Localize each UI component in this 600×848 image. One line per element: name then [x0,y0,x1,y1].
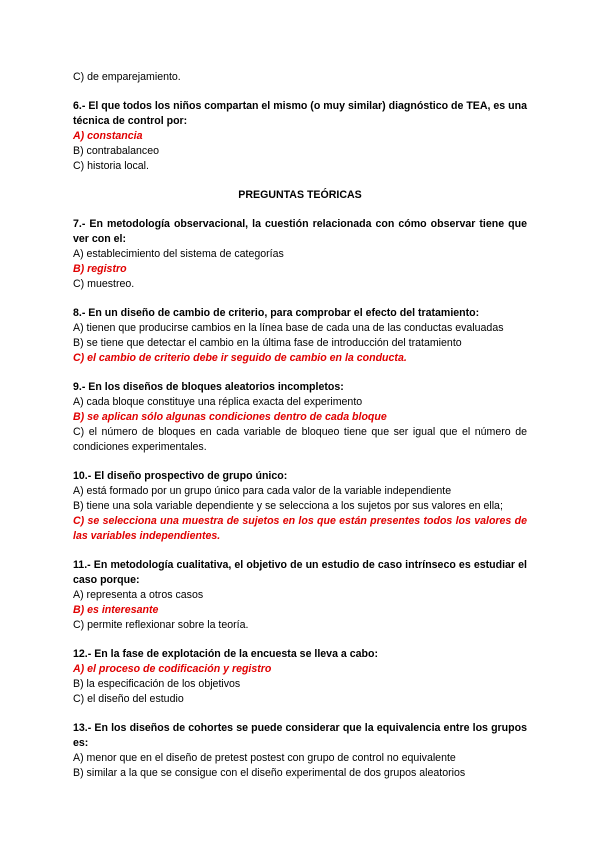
q5-option-c: C) de emparejamiento. [73,71,181,83]
q13-option-a: A) menor que en el diseño de pretest postest con grupo de control no equivalente [73,752,456,764]
q9-question: 9.- En los diseños de bloques aleatorios incompletos: [73,381,344,393]
q11-option-b-correct: B) es interesante [73,604,159,616]
q10-option-b: B) tiene una sola variable dependiente y se selecciona a los sujetos por sus valores en ella; [73,500,503,512]
q11-option-c: C) permite reflexionar sobre la teoría. [73,619,249,631]
q11-option-a: A) representa a otros casos [73,589,204,601]
q13-option-b: B) similar a la que se consigue con el diseño experimental de dos grupos aleatorios [73,767,466,779]
q13-question: 13.- En los diseños de cohortes se puede considerar que la equivalencia entre los grupos es: [73,722,527,749]
q7-option-b-correct: B) registro [73,263,127,275]
section-title: PREGUNTAS TEÓRICAS [238,189,362,201]
q11-question: 11.- En metodología cualitativa, el objetivo de un estudio de caso intrínseco es estudiar el caso porque: [73,559,527,586]
q9-option-a: A) cada bloque constituye una réplica exacta del experimento [73,396,363,408]
q12-option-c: C) el diseño del estudio [73,693,184,705]
document-page [73,70,527,781]
q12-option-b: B) la especificación de los objetivos [73,678,241,690]
q6-option-c: C) historia local. [73,160,149,172]
q6-question: 6.- El que todos los niños compartan el mismo (o muy similar) diagnóstico de TEA, es una técnica de control por: [73,100,527,127]
q12-option-a-correct: A) el proceso de codificación y registro [73,663,272,675]
q10-option-a: A) está formado por un grupo único para cada valor de la variable independiente [73,485,452,497]
q8-option-a: A) tienen que producirse cambios en la línea base de cada una de las conductas evaluadas [73,322,504,334]
q9-option-b-correct: B) se aplican sólo algunas condiciones dentro de cada bloque [73,411,387,423]
q8-option-b: B) se tiene que detectar el cambio en la última fase de introducción del tratamiento [73,337,462,349]
q8-question: 8.- En un diseño de cambio de criterio, para comprobar el efecto del tratamiento: [73,307,480,319]
q7-question: 7.- En metodología observacional, la cuestión relacionada con cómo observar tiene que ver con el: [73,218,527,245]
q10-option-c-correct: C) se selecciona una muestra de sujetos en los que están presentes todos los valores de las variables independientes. [73,515,527,542]
q6-option-a-correct: A) constancia [73,130,143,142]
q8-option-c-correct: C) el cambio de criterio debe ir seguido de cambio en la conducta. [73,352,407,364]
q6-option-b: B) contrabalanceo [73,145,159,157]
q7-option-c: C) muestreo. [73,278,135,290]
q9-option-c: C) el número de bloques en cada variable de bloqueo tiene que ser igual que el número de condiciones experimentales. [73,426,527,453]
q7-option-a: A) establecimiento del sistema de categorías [73,248,284,260]
q10-question: 10.- El diseño prospectivo de grupo único: [73,470,288,482]
q12-question: 12.- En la fase de explotación de la encuesta se lleva a cabo: [73,648,378,660]
